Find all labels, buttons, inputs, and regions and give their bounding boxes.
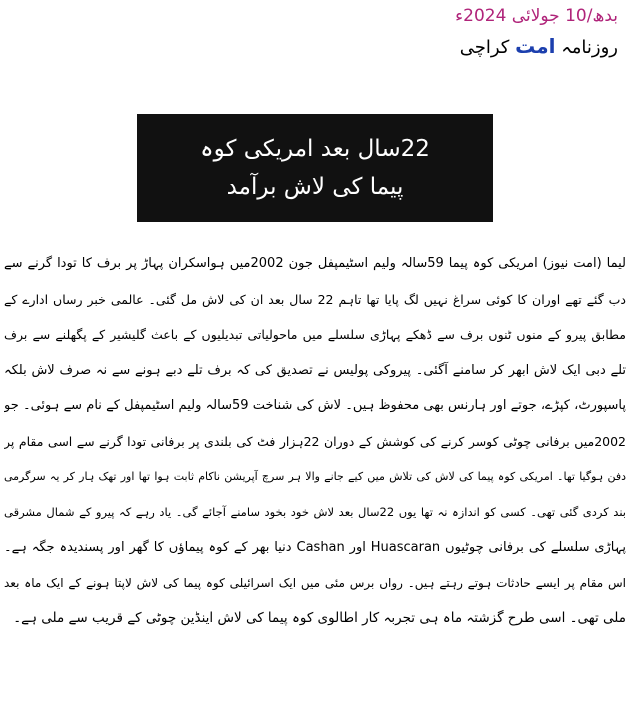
article-line: تلے دبی ایک لاش ابھر کر سامنے آگئی۔ پیروکی پولیس نے تصدیق کی کہ برف تلے دبے ہونے سے نہ صرف لاش بلکہ [4,362,626,378]
article-line: اس مقام پر ایسے حادثات ہوتے رہتے ہیں۔ رواں برس مئی میں ایک اسرائیلی کوہ پیما کی لاش لاپتا ہونے کے ایک ماہ بعد [4,575,626,590]
article-body [4,246,626,637]
article-line: دفن ہوگیا تھا۔ امریکی کوہ پیما کی لاش کی تلاش میں کیے جانے والا ہر سرچ آپریشن ناکام ثابت ہوا تھا اور تھک ہار کر یہ سرگرمی [4,470,626,483]
article-line: مطابق پیرو کے منوں ٹنوں برف سے ڈھکے پہاڑی سلسلے میں ماحولیاتی تبدیلیوں کے باعث گلیشیر کے پگھلنے سے برف [4,327,626,342]
headline-line-2: پیما کی لاش برآمد [226,174,404,200]
dateline: بدھ/10 جولائی 2024ء [455,6,618,26]
article-line: پہاڑی سلسلے کی برفانی چوٹیوں Huascaran اور Cashan دنیا بھر کے کوہ پیماؤں کا گھر اور پسندیدہ جگہ ہے۔ [4,540,626,555]
source-city: کراچی [459,37,510,58]
article-line: بند کردی گئی تھی۔ کسی کو اندازہ نہ تھا یوں 22سال بعد لاش خود بخود سامنے آجائے گی۔ یاد رہے کہ پیرو کے شمال مشرقی [4,504,626,519]
article-line: دب گئے تھے اوران کا کوئی سراغ نہیں لگ پایا تھا تاہم 22 سال بعد ان کی لاش مل گئی۔ عالمی خبر رساں ادارے کے [4,291,626,307]
newspaper-source [460,34,618,58]
article-line: ملی تھی۔ اسی طرح گزشتہ ماہ ہی تجربہ کار اطالوی کوہ پیما کی لاش اینڈین چوٹی کے قریب سے ملی ہے۔ [13,610,626,626]
headline-line-1: 22سال بعد امریکی کوہ [200,136,430,162]
headline-box [137,114,493,222]
article-line: پاسپورٹ، کپڑے، جوتے اور ہارنس بھی محفوظ ہیں۔ لاش کی شناخت 59سالہ ولیم اسٹیمپفل کے نام سے ہوئی۔ جو [4,398,626,413]
newspaper-brand: امت [515,34,556,58]
source-prefix: روزنامہ [561,37,618,58]
article-line: لیما (امت نیوز) امریکی کوہ پیما 59سالہ ولیم اسٹیمپفل جون 2002میں ہواسکران پہاڑ پر برف کا تودا گرنے سے [4,256,626,271]
article-line: 2002میں برفانی چوٹی کوسر کرنے کی کوشش کے دوران 22ہزار فٹ کی بلندی پر برفانی تودا گرنے سے اسی مقام پر [4,433,626,449]
